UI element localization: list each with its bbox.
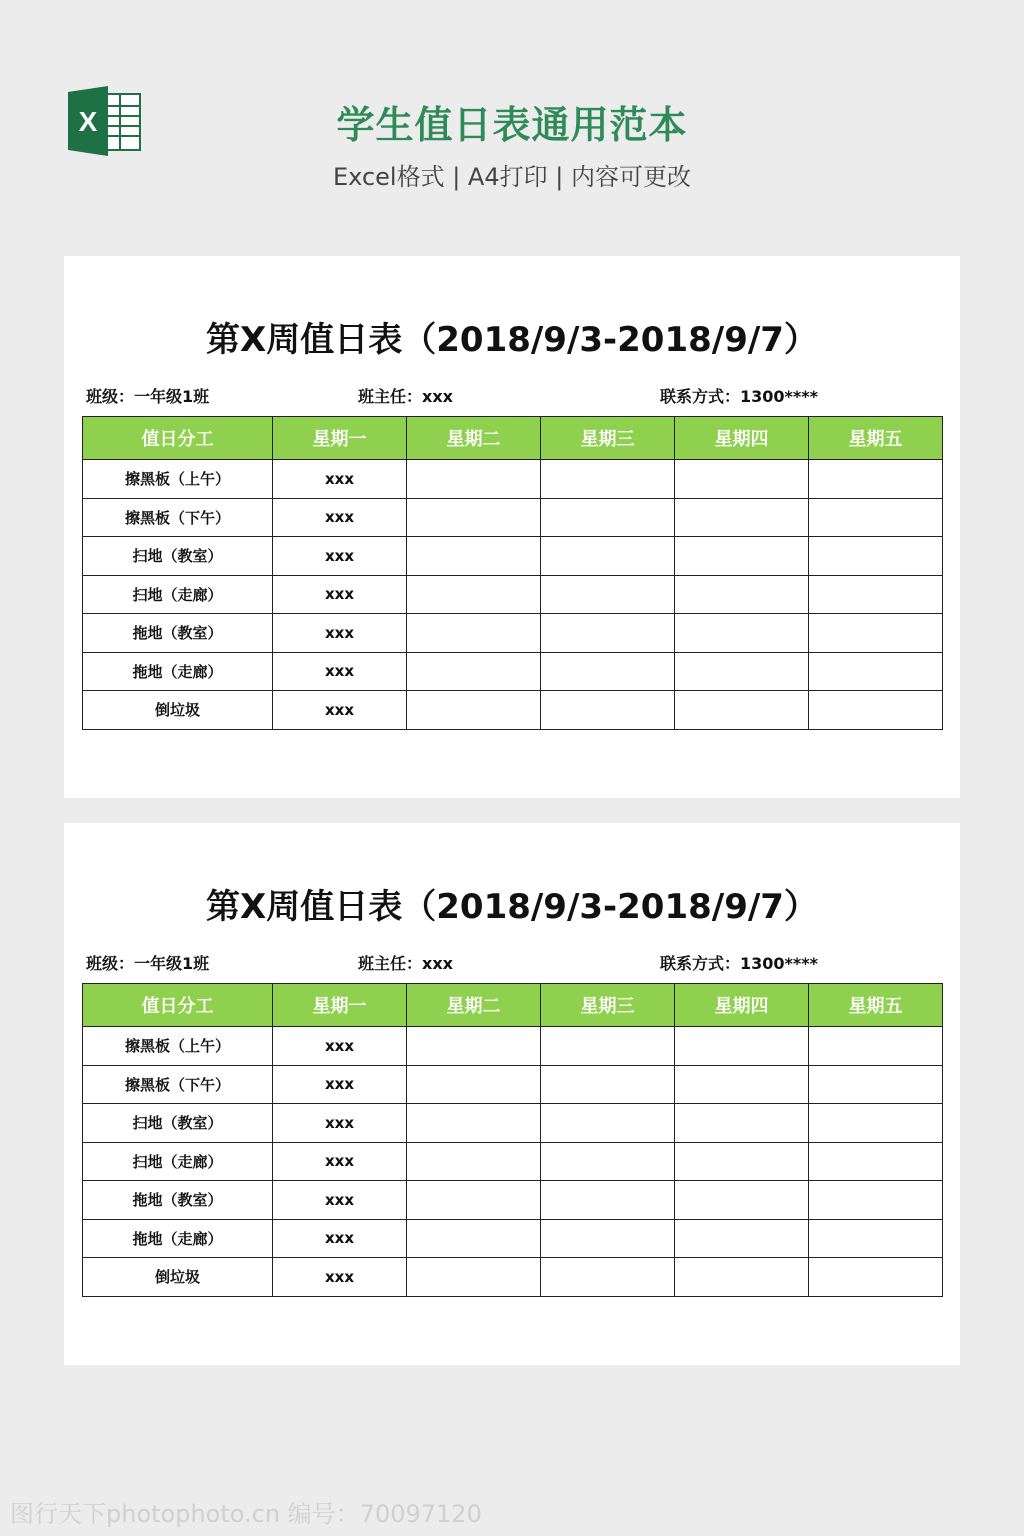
assignee-cell — [541, 537, 675, 576]
table-row — [83, 498, 943, 537]
assignee-cell: xxx — [273, 575, 407, 614]
duty-sheet-1 — [64, 256, 960, 798]
assignee-cell: xxx — [273, 652, 407, 691]
assignee-cell — [809, 614, 943, 653]
assignee-cell: xxx — [273, 614, 407, 653]
assignee-cell: xxx — [273, 1181, 407, 1220]
column-header: 星期二 — [407, 984, 541, 1027]
assignee-cell — [675, 460, 809, 499]
table-row — [83, 537, 943, 576]
duty-task-cell: 倒垃圾 — [83, 691, 273, 730]
assignee-cell — [541, 1104, 675, 1143]
assignee-cell — [675, 575, 809, 614]
assignee-cell — [675, 1219, 809, 1258]
assignee-cell — [809, 460, 943, 499]
assignee-cell — [809, 1258, 943, 1297]
teacher-info: 班主任：xxx — [358, 954, 453, 973]
duty-task-cell: 倒垃圾 — [83, 1258, 273, 1297]
duty-task-cell: 拖地（教室） — [83, 614, 273, 653]
duty-task-cell: 扫地（走廊） — [83, 575, 273, 614]
assignee-cell — [541, 1258, 675, 1297]
assignee-cell: xxx — [273, 1065, 407, 1104]
assignee-cell — [407, 614, 541, 653]
table-row — [83, 1219, 943, 1258]
assignee-cell — [675, 1142, 809, 1181]
assignee-cell — [407, 460, 541, 499]
table-row — [83, 691, 943, 730]
assignee-cell — [809, 691, 943, 730]
assignee-cell — [809, 1181, 943, 1220]
contact-info: 联系方式：1300**** — [660, 954, 819, 973]
assignee-cell: xxx — [273, 460, 407, 499]
assignee-cell — [541, 614, 675, 653]
assignee-cell — [675, 1065, 809, 1104]
assignee-cell — [809, 537, 943, 576]
assignee-cell — [809, 1065, 943, 1104]
table-row — [83, 1104, 943, 1143]
assignee-cell — [541, 1219, 675, 1258]
assignee-cell — [675, 1104, 809, 1143]
assignee-cell — [541, 1027, 675, 1066]
contact-info: 联系方式：1300**** — [660, 387, 819, 406]
assignee-cell: xxx — [273, 498, 407, 537]
assignee-cell — [541, 498, 675, 537]
excel-logo-letter: X — [78, 106, 98, 137]
assignee-cell — [541, 652, 675, 691]
duty-task-cell: 扫地（教室） — [83, 537, 273, 576]
column-header: 值日分工 — [83, 417, 273, 460]
duty-task-cell: 擦黑板（下午） — [83, 1065, 273, 1104]
class-info: 班级：一年级1班 — [86, 954, 210, 973]
assignee-cell — [675, 1258, 809, 1297]
table-row — [83, 652, 943, 691]
duty-task-cell: 拖地（走廊） — [83, 652, 273, 691]
assignee-cell — [809, 498, 943, 537]
duty-task-cell: 扫地（走廊） — [83, 1142, 273, 1181]
assignee-cell — [407, 1219, 541, 1258]
duty-task-cell: 拖地（教室） — [83, 1181, 273, 1220]
assignee-cell — [809, 1219, 943, 1258]
column-header: 值日分工 — [83, 984, 273, 1027]
assignee-cell — [541, 1065, 675, 1104]
duty-task-cell: 擦黑板（下午） — [83, 498, 273, 537]
table-row — [83, 1027, 943, 1066]
column-header: 星期三 — [541, 984, 675, 1027]
assignee-cell — [675, 537, 809, 576]
assignee-cell — [675, 691, 809, 730]
assignee-cell — [809, 1027, 943, 1066]
duty-task-cell: 擦黑板（上午） — [83, 460, 273, 499]
assignee-cell: xxx — [273, 1027, 407, 1066]
assignee-cell — [541, 1142, 675, 1181]
table-header-row — [83, 984, 943, 1027]
assignee-cell — [407, 1181, 541, 1220]
table-row — [83, 614, 943, 653]
assignee-cell: xxx — [273, 1104, 407, 1143]
assignee-cell — [407, 691, 541, 730]
column-header: 星期四 — [675, 417, 809, 460]
assignee-cell — [407, 498, 541, 537]
duty-table — [82, 983, 943, 1297]
table-row — [83, 1065, 943, 1104]
sheet-title: 第X周值日表（2018/9/3-2018/9/7） — [206, 320, 818, 360]
assignee-cell — [407, 1027, 541, 1066]
sheet-title: 第X周值日表（2018/9/3-2018/9/7） — [206, 887, 818, 927]
table-row — [83, 1258, 943, 1297]
watermark: 图行天下photophoto.cn 编号：70097120 — [10, 1500, 482, 1528]
class-info: 班级：一年级1班 — [86, 387, 210, 406]
column-header: 星期一 — [273, 984, 407, 1027]
assignee-cell: xxx — [273, 537, 407, 576]
assignee-cell — [675, 1181, 809, 1220]
assignee-cell — [675, 1027, 809, 1066]
column-header: 星期四 — [675, 984, 809, 1027]
teacher-info: 班主任：xxx — [358, 387, 453, 406]
assignee-cell — [541, 691, 675, 730]
column-header: 星期三 — [541, 417, 675, 460]
assignee-cell: xxx — [273, 1219, 407, 1258]
page-title: 学生值日表通用范本 — [336, 103, 688, 147]
duty-sheet-2 — [64, 823, 960, 1365]
assignee-cell — [407, 1258, 541, 1297]
table-header-row — [83, 417, 943, 460]
assignee-cell — [407, 652, 541, 691]
table-row — [83, 1181, 943, 1220]
assignee-cell — [541, 460, 675, 499]
duty-task-cell: 扫地（教室） — [83, 1104, 273, 1143]
assignee-cell — [675, 614, 809, 653]
assignee-cell: xxx — [273, 1258, 407, 1297]
column-header: 星期二 — [407, 417, 541, 460]
assignee-cell — [809, 652, 943, 691]
assignee-cell — [407, 1104, 541, 1143]
assignee-cell — [407, 1142, 541, 1181]
table-row — [83, 1142, 943, 1181]
assignee-cell — [809, 575, 943, 614]
assignee-cell — [675, 652, 809, 691]
table-row — [83, 575, 943, 614]
table-row — [83, 460, 943, 499]
column-header: 星期一 — [273, 417, 407, 460]
duty-table — [82, 416, 943, 730]
duty-task-cell: 拖地（走廊） — [83, 1219, 273, 1258]
assignee-cell: xxx — [273, 691, 407, 730]
duty-task-cell: 擦黑板（上午） — [83, 1027, 273, 1066]
assignee-cell — [809, 1104, 943, 1143]
assignee-cell — [675, 498, 809, 537]
assignee-cell — [541, 1181, 675, 1220]
assignee-cell — [407, 575, 541, 614]
assignee-cell — [407, 537, 541, 576]
assignee-cell — [541, 575, 675, 614]
assignee-cell — [407, 1065, 541, 1104]
assignee-cell: xxx — [273, 1142, 407, 1181]
assignee-cell — [809, 1142, 943, 1181]
page-subtitle: Excel格式 | A4打印 | 内容可更改 — [333, 163, 691, 191]
column-header: 星期五 — [809, 417, 943, 460]
column-header: 星期五 — [809, 984, 943, 1027]
